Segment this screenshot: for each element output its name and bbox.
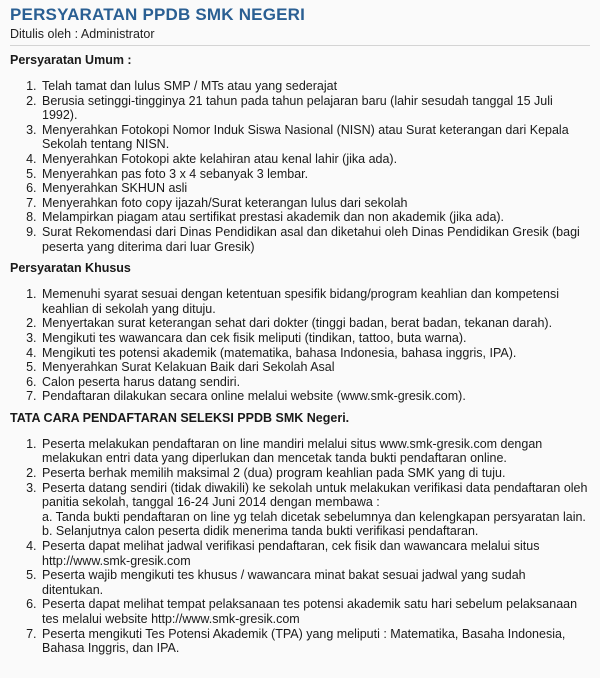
list-item-text: Peserta datang sendiri (tidak diwakili) ke sekolah untuk melakukan verifikasi data pendaftaran oleh panitia sekolah, tanggal 16-24 Juni 2014 dengan membawa : <box>42 480 588 510</box>
list-item: 1. Peserta melakukan pendaftaran on line mandiri melalui situs www.smk-gresik.com dengan melakukan entri data yang diperlukan dan mencetak tanda bukti pendaftaran online. <box>40 437 590 466</box>
list-item: 1. Telah tamat dan lulus SMP / MTs atau yang sederajat <box>40 79 590 94</box>
list-item: 6. Calon peserta harus datang sendiri. <box>40 375 590 390</box>
list-item: 2. Berusia setinggi-tingginya 21 tahun pada tahun pelajaran baru (lahir sesudah tanggal 15 Juli 1992). <box>40 94 590 123</box>
list-item: 3. Mengikuti tes wawancara dan cek fisik meliputi (tindikan, tattoo, buta warna). <box>40 331 590 346</box>
list-item: 4. Mengikuti tes potensi akademik (matematika, bahasa Indonesia, bahasa inggris, IPA). <box>40 346 590 361</box>
list-item: 6. Peserta dapat melihat tempat pelaksanaan tes potensi akademik satu hari sebelum pelaksanaan tes melalui website http://www.smk-gresik.com <box>40 597 590 626</box>
list-tata-cara <box>10 437 590 656</box>
page-title: PERSYARATAN PPDB SMK NEGERI <box>10 5 306 24</box>
list-item: 4. Peserta dapat melihat jadwal verifikasi pendaftaran, cek fisik dan wawancara melalui situs http://www.smk-gresik.com <box>40 539 590 568</box>
list-item: 5. Peserta wajib mengikuti tes khusus / wawancara minat bakat sesuai jadwal yang sudah ditentukan. <box>40 568 590 597</box>
sub-item: b. Selanjutnya calon peserta didik menerima tanda bukti verifikasi pendaftaran. <box>42 524 479 539</box>
list-item: 7. Peserta mengikuti Tes Potensi Akademik (TPA) yang meliputi : Matematika, Basaha Indonesia, Bahasa Inggris, dan IPA. <box>40 627 590 656</box>
sub-item: a. Tanda bukti pendaftaran on line yg telah dicetak sebelumnya dan kelengkapan persyaratan lain. <box>42 509 586 524</box>
section-heading-khusus: Persyaratan Khusus <box>10 261 131 276</box>
list-item: 7. Menyerahkan foto copy ijazah/Surat keterangan lulus dari sekolah <box>40 196 590 211</box>
list-item: 3. Menyerahkan Fotokopi Nomor Induk Siswa Nasional (NISN) atau Surat keterangan dari Kepala Sekolah tentang NISN. <box>40 123 590 152</box>
list-persyaratan-umum <box>10 79 590 254</box>
list-item: 1. Memenuhi syarat sesuai dengan ketentuan spesifik bidang/program keahlian dan kompetensi keahlian di sekolah yang dituju. <box>40 287 590 316</box>
list-item: 9. Surat Rekomendasi dari Dinas Pendidikan asal dan diketahui oleh Dinas Pendidikan Gresik (bagi peserta yang diterima dari luar Gresik) <box>40 225 590 254</box>
list-persyaratan-khusus <box>10 287 590 404</box>
list-item: 2. Menyertakan surat keterangan sehat dari dokter (tinggi badan, berat badan, tekanan darah). <box>40 316 590 331</box>
list-item: 4. Menyerahkan Fotokopi akte kelahiran atau kenal lahir (jika ada). <box>40 152 590 167</box>
list-item: 2. Peserta berhak memilih maksimal 2 (dua) program keahlian pada SMK yang di tuju. <box>40 466 590 481</box>
list-item: 6. Menyerahkan SKHUN asli <box>40 181 590 196</box>
section-heading-tata-cara: TATA CARA PENDAFTARAN SELEKSI PPDB SMK Negeri. <box>10 410 350 425</box>
author-byline: Ditulis oleh : Administrator <box>10 27 155 41</box>
list-item: 5. Menyerahkan pas foto 3 x 4 sebanyak 3 lembar. <box>40 167 590 182</box>
list-item: 5. Menyerahkan Surat Kelakuan Baik dari Sekolah Asal <box>40 360 590 375</box>
list-item <box>40 481 590 539</box>
list-item: 8. Melampirkan piagam atau sertifikat prestasi akademik dan non akademik (jika ada). <box>40 210 590 225</box>
divider <box>10 45 590 46</box>
section-heading-umum: Persyaratan Umum : <box>10 53 132 67</box>
list-item: 7. Pendaftaran dilakukan secara online melalui website (www.smk-gresik.com). <box>40 389 590 404</box>
